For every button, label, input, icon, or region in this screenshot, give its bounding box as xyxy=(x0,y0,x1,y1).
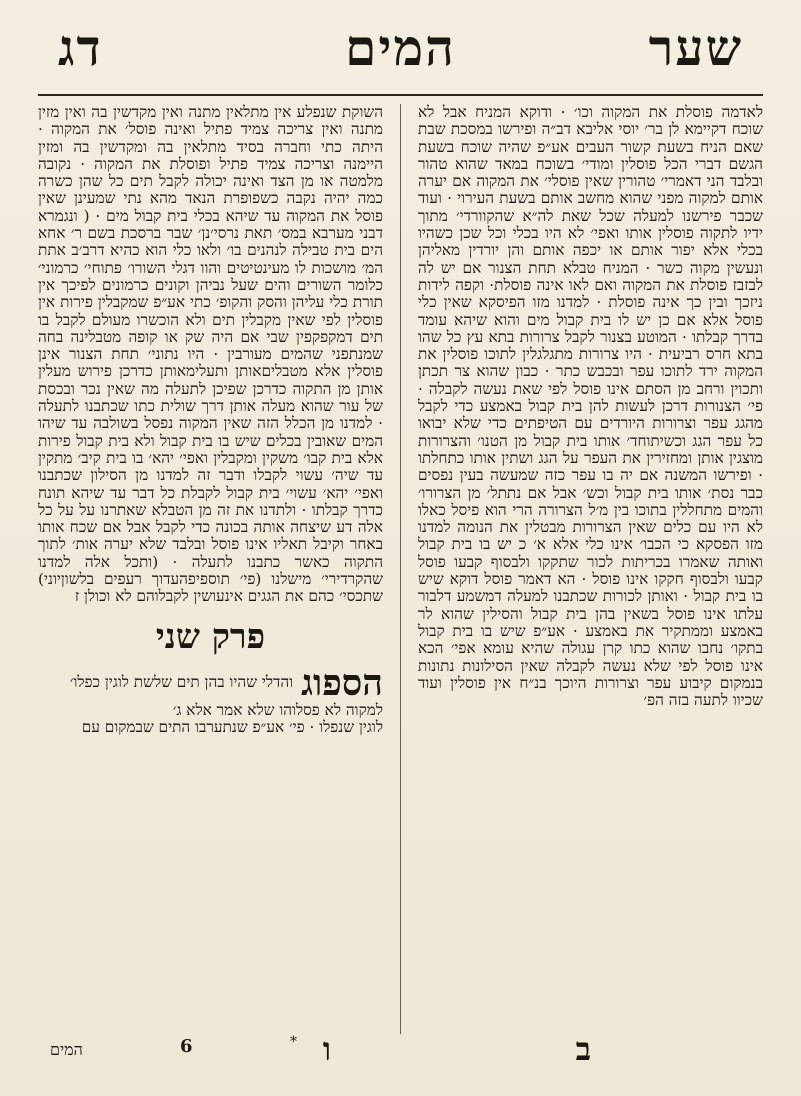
continuation-text-1: והדלי שהיו בהן תים שלשת לוגין כפלו׳ xyxy=(69,672,294,691)
running-head-right: שער xyxy=(648,18,743,77)
continuation-text-2: למקוה לא פסלוהו שלא אמר אלא ג׳ xyxy=(172,700,383,719)
header-rule xyxy=(38,94,763,96)
continuation-line-2 xyxy=(38,702,383,719)
catchword: המים xyxy=(50,1040,83,1059)
folio-star: * xyxy=(290,1034,297,1050)
running-head-left: דג xyxy=(58,18,103,77)
left-column-text: השוקת שנפלע אין מתלאין מתנה ואין מקדשין בה ואין מזין מתנה ואין צריכה צמיד פתיל ואינה פוסל׳ את המקוה · היתה כתי וחברה בסיד מתלאין בה ומקדשין בה ומזין היימנה וצריכה צמיד פתיל ופוסלת את המקוה · נקובה מלמטה או מן הצד ואינה יכולה לקבל תים כל שהן כשרה כמה יהיה נקבה כשפופרת הנאד מהא נתי שמעינן שאין פוסל את המקוה עד שיהא בכלי בית קבול מים · ( ונגמרא דבני מערבא במס׳ תאת נרסי׳נן׳ שבר ברסכת בשם ר׳ אחא הים בית טבילה לנהנים בו׳ ולאו כלי הוא כהיא דרב׳ב אתת המ׳ מושכות לו מעינטיטים והוו דגלי השורו׳ פתוחי׳ כרמוני׳ כלומר השורים והים שעל נביהן וקונים כרמונים לפיכך אין תורת כלי עליהן והסק והקופ׳ כתי אע״פ שמקבלין פירות אין פוסלין לפי שאין מקבלין תים ולא הוכשרו מעולם לקבל בו תים דמקפקפין שבי אם היה שק או קופה מטבלינה בחה שמנתפני שהמים מעורבין · היו נתוני׳ תחת הצנור אינן פוסלין אלא מטבליםאותן ותעלימאותן כדרכן פירוש מעלין אותן מן התקוה כדרכן שפיכן לתעלה מה שאין נכר ובכסת של עור שהוא מעלה אותן דרך שולית כתו שכתבנו לתעלה · למדנו מן הכלל הזה שאין המקוה נפסל בשולבה עד שיהו המים שאובין בכלים שיש בו בית קבול ולא בית קבול פירות אלא בית קבו׳ משקין ומקבלין ואפי׳ יהא׳ בו בית קיב׳ מתקין עד שיה׳ עשוי לקבלו ודבר זה למדנו מן הסילון שכתבנו ואפי׳ יהא׳ עשוי׳ בית קבול לקבלת כל דבר עד שיהא תונח כדרך קבלתו · ולתדנו את זה מן הטבלא שאתרנו על על כל אלה דע שיצחה אותה בכונה כדי לקבל אבל אם שכח אותו באחר וקיבל תאליו אינו פוסל ובלבד שלא יערה אות׳ לתוך התקוה כאשר כתבנו לתעלה · (ותכל אלה למדנו שהקרדירי׳ מישלנו (פי׳ תוספיפהעדוך רעפים בלשוןיוני) שתכסי׳ כהם את הגגים אינעושין לקבלוהם לא וכולן ז xyxy=(38,103,383,606)
column-divider xyxy=(400,104,401,1034)
continuation-line-1 xyxy=(38,661,383,704)
chapter-title: פרק שני xyxy=(155,616,266,657)
running-head xyxy=(40,12,761,88)
opening-word: הספוג xyxy=(301,661,383,704)
continuation-text-3: לוגין שנפלו · פי׳ אע״פ שנתערבו התים שבמקום עם xyxy=(81,717,383,736)
right-column xyxy=(418,104,763,1044)
right-column-text: לאדמה פוסלת את המקוה וכו׳ · ודוקא המניח אבל לא שוכח דקיימא לן בר׳ יוסי אליבא דב״ה ופירשו במסכת שבת שאם הניח בשעת קשור העבים אע״פ שהיה שוכח בשעת הגשם דברי הכל פוסלין ומודי׳ בשוכח במאד שהוא טהור ובלבד הני דאמרי׳ טהורין שאין פוסלי׳ את המקוה אם יערה אותם למקוה מפני שהוא מחשב אותם בשעת העירוי · ועוד שכבר פירשנו למעלה שכל שאת לה״א שהקוורדי׳ מתוך ידיו לתקוה פוסלין אותו ואפי׳ לא היו בכלי וכל שכן כשהיו בכלי אלא יפור אותם או יכפה אותם והן יורדין מאליהן ונעשין מקוה כשר · המניח טבלא תחת הצנור אם יש לה לבזבז פוסלת את המקוה ואם לאו אינה פוסלת· וקפה לידות ניזכך ובין כך אינה פוסלת · למדנו מזו הפיסקא שאין כלי פוסל אלא אם כן יש לו בית קבול מים והוא שיהא עומד בדרך קבלתו · המוטע בצנור לקבל צרורות בתא עץ כל שהו בתא חרס רביעית · היו צרורות מתגלגלין לתוכו פוסלין את המקוה ירד לתוכו עפר ובכבש כתר · כבון שהוא צר תכתן ותכוין ורחב מן הסתם אינו פוסל לפי שאת נעשה לקבלה · פי׳ הצנורות דרכן לעשות להן בית קבול באמצע כדי לקבל מהגג עפר וצרורות היורדים עם הטיפתים כדי שלא יבואו כל עפר הגג וכשיתוחד׳ אותו בית קבול מן הטנו׳ והצרורות מוצגין אותן ומחזירין את העפר על הגג ושתין אותו כתחלתו · ופירשו המשנה אם יה בו עפר כזה שמעשה בעין נפסים כבר נסת׳ אותו בית קבול וכש׳ אבל אם נתתל׳ מן הצרורו׳ והמים מתחללין בתוכו בין מ׳ל הצרורה הרי הוא פיסל כאלו לא היו עם כלים שאין הצרורות מבטלין את הנומה למדנו מזו הפסקא כי הכבו׳ אינו כלי אלא א׳ כ יש בו בית קבול ואותה שאמרו בכריתות לכור שתקקו ולבסוף קבעו פוסל קבעו ולבסוף חקקו אינו פוסל · הא דאמר פוסל דוקא שיש בו בית קבול · ואותן לכורות שכתבנו למעלה דמשמע דלבור עלתו אינו פוסל בשאין בהן בית קבול והסילין שהוא לר באמצע וממתקיר את באמצע · אע״פ שיש בו בית קבול בתקו׳ נחבו שהוא כתו קרן עגולה שהיא עומא אפי׳ הכא אינו פוסל לפי שלא נעשה לקבלה שאין הסילונות נתונות בנמקום קיבוע עפר וצרורות היוכך בנ״ח אין פוסלין ועוד שכיוו לתעה בזה הפ׳ xyxy=(418,103,763,710)
signature-mark-v: ו xyxy=(322,1030,331,1068)
signature-mark-b: ב xyxy=(575,1030,591,1068)
left-column xyxy=(38,104,383,1044)
continuation-line-3 xyxy=(38,719,383,736)
running-head-center: המים xyxy=(345,18,456,77)
folio-number: 6 xyxy=(180,1036,193,1057)
